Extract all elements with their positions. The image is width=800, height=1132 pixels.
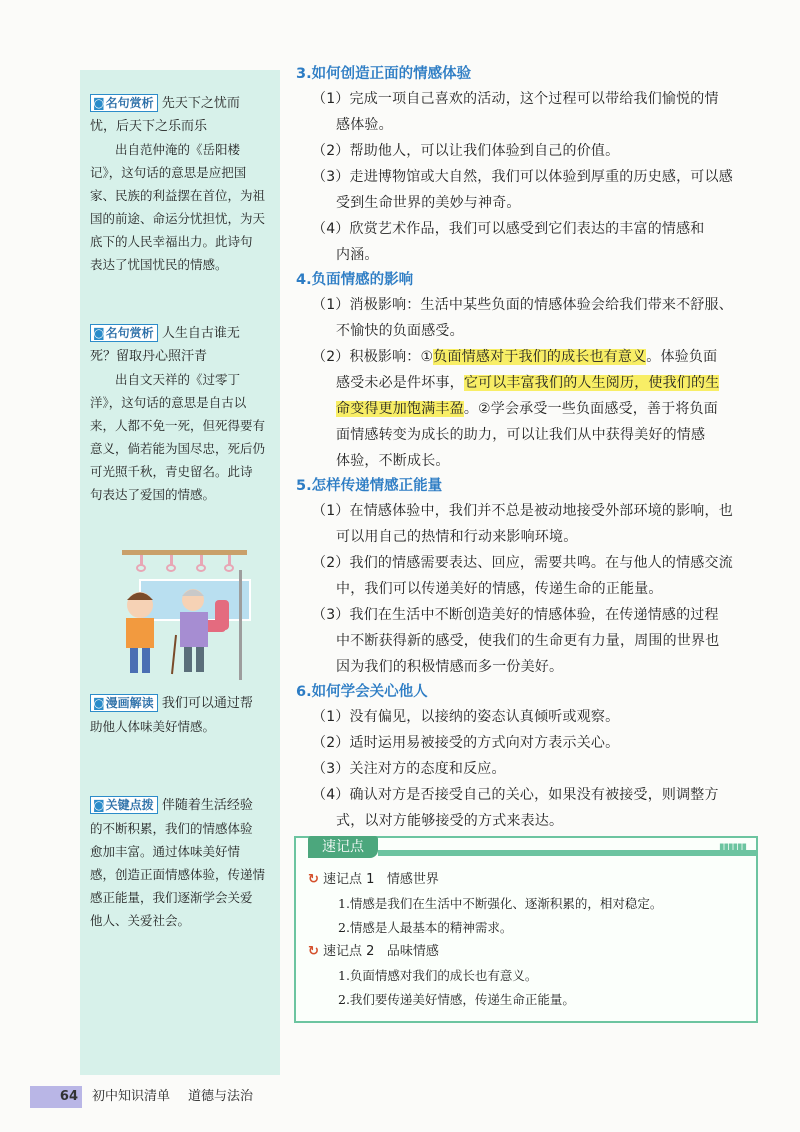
highlight: 命变得更加饱满丰盈 [336,401,464,417]
page-footer [30,1086,770,1108]
quick-note-tab: 速记点 [308,836,378,858]
quote-icon: ◙ [93,96,105,110]
quick-note-point-2: ↻ 速记点 2 品味情感 [308,944,439,959]
comic-interpretation: ◙漫画解读 我们可以通过帮 助他人体味美好情感。 [90,696,253,734]
list-item: （3）走进博物馆或大自然，我们可以体验到厚重的历史感，可以感 受到生命世界的美妙与神奇。 [312,169,733,211]
main-content [296,62,766,834]
list-item: （2）适时运用易被接受的方式向对方表示关心。 [312,735,620,751]
list-item: （3）关注对方的态度和反应。 [312,761,506,777]
section-6-title: 6.如何学会关心他人 [296,684,428,700]
section-4-title: 4.负面情感的影响 [296,272,414,288]
list-item: （3）我们在生活中不断创造美好的情感体验，在传递情感的过程 中不断获得新的感受，使我们的生命更有力量，周围的世界也 因为我们的积极情感而多一份美好。 [312,607,720,675]
list-item: （4）欣赏艺术作品，我们可以感受到它们表达的丰富的情感和 内涵。 [312,221,705,263]
list-item: （1）没有偏见，以接纳的姿态认真倾听或观察。 [312,709,620,725]
comic-tag: ◙漫画解读 [90,694,158,712]
list-item: （1）消极影响：生活中某些负面的情感体验会给我们带来不舒服、 不愉快的负面感受。 [312,297,733,339]
quote-icon: ◙ [93,798,105,812]
note-stripe [378,850,756,856]
quote-icon: ◙ [93,326,105,340]
list-item: （2）帮助他人，可以让我们体验到自己的价值。 [312,143,620,159]
list-item: （1）完成一项自己喜欢的活动，这个过程可以带给我们愉悦的情 感体验。 [312,91,719,133]
key-tag: ◙关键点拨 [90,796,158,814]
quick-note-point-1: ↻ 速记点 1 情感世界 [308,872,439,887]
book-title: 初中知识清单 [92,1089,171,1104]
section-5-title: 5.怎样传递情感正能量 [296,478,443,494]
list-item: （1）在情感体验中，我们并不总是被动地接受外部环境的影响，也 可以用自己的热情和行动来影响环境。 [312,503,733,545]
subject-title: 道德与法治 [188,1089,254,1104]
highlight: 它可以丰富我们的人生阅历，使我们的生 [463,375,720,391]
dots-decoration: ▮▮▮▮▮▮ [718,842,746,853]
note-icon: ↻ [308,944,319,959]
quick-note-box: 速记点 ▮▮▮▮▮▮ ↻ 速记点 1 情感世界 1.情感是我们在生活中不断强化、逐渐积累的，相对稳定。 2.情感是人最基本的精神需求。 ↻ 速记点 2 品味情感 1.负面情感对我们的成长也有意义。 2.我们要传递美好情感，传递生命正能量。 [294,836,758,1023]
bus-cartoon-illustration [100,540,260,680]
note-icon: ↻ [308,872,319,887]
list-item: （2）积极影响：①负面情感对于我们的成长也有意义。体验负面 感受未必是件坏事，它可以丰富我们的人生阅历，使我们的生 命变得更加饱满丰盈。②学会承受一些负面感受，善于将负面 面情感转变为成长的助力，可以让我们从中获得美好的情感 体验，不断成长。 [312,349,720,469]
page-number: 64 [30,1086,82,1108]
famous-quote-tag: ◙名句赏析 [90,324,158,342]
list-item: （4）确认对方是否接受自己的关心，如果没有被接受，则调整方 式，以对方能够接受的方式来表达。 [312,787,719,829]
list-item: （2）我们的情感需要表达、回应，需要共鸣。在与他人的情感交流 中，我们可以传递美好的情感，传递生命的正能量。 [312,555,733,597]
section-3-title: 3.如何创造正面的情感体验 [296,66,472,82]
famous-quote-1: ◙名句赏析 先天下之忧而 忧，后天下之乐而乐 出自范仲淹的《岳阳楼 记》，这句话的意思是应把国 家、民族的利益摆在首位，为祖 国的前途、命运分忧担忧，为天 底下的人民幸福出力。此诗句 表达了忧国忧民的情感。 [90,96,266,272]
key-points: ◙关键点拨 伴随着生活经验 的不断积累，我们的情感体验 愈加丰富。通过体味美好情 感，创造正面情感体验，传递情 感正能量，我们逐渐学会关爱 他人、关爱社会。 [90,798,266,928]
highlight: 负面情感对于我们的成长也有意义 [433,349,647,365]
quote-icon: ◙ [93,696,105,710]
famous-quote-tag: ◙名句赏析 [90,94,158,112]
famous-quote-2: ◙名句赏析 人生自古谁无 死？留取丹心照汗青 出自文天祥的《过零丁 洋》，这句话的意思是自古以 来，人都不免一死，但死得要有 意义，倘若能为国尽忠，死后仍 可光照千秋，青史留名。此诗 句表达了爱国的情感。 [90,326,266,502]
